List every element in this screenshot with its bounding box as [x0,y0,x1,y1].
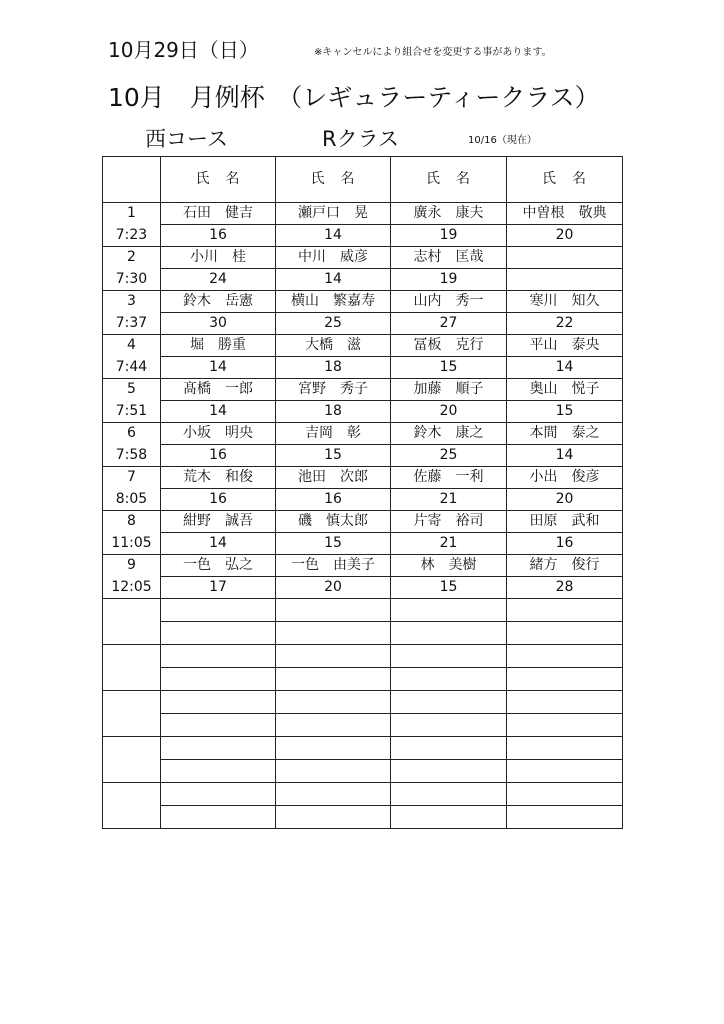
empty-cell [391,668,507,691]
empty-cell [507,622,623,645]
handicap: 25 [391,445,507,467]
player-name: 堀 勝重 [161,335,276,357]
table-row [103,357,623,379]
handicap: 14 [507,445,623,467]
table-row [103,401,623,423]
player-name: 冨板 克行 [391,335,507,357]
empty-cell [507,645,623,668]
handicap: 19 [391,269,507,291]
handicap: 14 [276,225,391,247]
name-header: 氏 名 [161,157,276,203]
empty-cell [391,806,507,829]
player-name: 宮野 秀子 [276,379,391,401]
empty-cell [276,668,391,691]
group-number: 3 [103,291,161,313]
handicap: 17 [161,577,276,599]
empty-cell [507,714,623,737]
empty-cell [276,599,391,622]
player-name: 緒方 俊行 [507,555,623,577]
empty-cell [161,760,276,783]
group-number: 9 [103,555,161,577]
empty-cell [391,645,507,668]
tee-time: 11:05 [103,533,161,555]
empty-cell [507,737,623,760]
player-name: 一色 由美子 [276,555,391,577]
player-name: 小出 俊彦 [507,467,623,489]
player-name: 志村 匡哉 [391,247,507,269]
group-number: 7 [103,467,161,489]
table-row [103,423,623,445]
empty-cell [161,737,276,760]
empty-cell [276,691,391,714]
empty-cell [161,622,276,645]
empty-cell [391,691,507,714]
empty-row [103,622,623,645]
player-name: 林 美樹 [391,555,507,577]
table-row [103,555,623,577]
empty-cell [161,691,276,714]
table-row [103,313,623,335]
player-name: 吉岡 彰 [276,423,391,445]
empty-row [103,783,623,806]
empty-cell [391,760,507,783]
table-row [103,489,623,511]
handicap: 16 [276,489,391,511]
handicap: 27 [391,313,507,335]
empty-row [103,691,623,714]
table-row [103,225,623,247]
handicap: 18 [276,401,391,423]
group-number: 5 [103,379,161,401]
handicap: 16 [161,489,276,511]
empty-cell [391,622,507,645]
player-name: 田原 武和 [507,511,623,533]
empty-cell [161,599,276,622]
empty-cell [391,599,507,622]
empty-cell [391,737,507,760]
empty-row [103,806,623,829]
handicap: 19 [391,225,507,247]
empty-row [103,760,623,783]
tee-time: 7:44 [103,357,161,379]
empty-cell [391,714,507,737]
handicap: 15 [391,357,507,379]
table-row [103,291,623,313]
cancellation-note: ※キャンセルにより組合せを変更する事があります。 [314,47,552,58]
player-name: 一色 弘之 [161,555,276,577]
empty-cell [276,714,391,737]
empty-cell [507,599,623,622]
player-name: 石田 健吉 [161,203,276,225]
player-name: 平山 泰央 [507,335,623,357]
handicap: 14 [507,357,623,379]
player-name: 鈴木 康之 [391,423,507,445]
player-name: 鈴木 岳憲 [161,291,276,313]
handicap: 14 [161,533,276,555]
empty-row [103,645,623,668]
table-row [103,467,623,489]
empty-cell [276,806,391,829]
name-header: 氏 名 [276,157,391,203]
tee-time: 12:05 [103,577,161,599]
tee-time: 7:30 [103,269,161,291]
handicap: 15 [391,577,507,599]
player-name: 髙橋 一郎 [161,379,276,401]
table-row [103,379,623,401]
player-name: 片寄 裕司 [391,511,507,533]
handicap: 21 [391,489,507,511]
empty-group-cell [103,737,161,783]
empty-cell [507,691,623,714]
table-row [103,577,623,599]
event-date: 10月29日（日） [108,38,259,62]
empty-cell [391,783,507,806]
handicap: 14 [161,357,276,379]
empty-cell [161,645,276,668]
pairing-table [102,156,623,829]
empty-row [103,737,623,760]
page-title: 10月 月例杯 （レギュラーティークラス） [108,83,600,112]
group-number: 4 [103,335,161,357]
empty-cell [276,760,391,783]
class-label: Rクラス [322,127,399,151]
player-name: 廣永 康夫 [391,203,507,225]
course-name: 西コース [145,127,228,151]
name-header: 氏 名 [391,157,507,203]
handicap: 16 [161,445,276,467]
tee-time: 8:05 [103,489,161,511]
empty-cell [161,668,276,691]
player-name: 加藤 順子 [391,379,507,401]
empty-cell [276,622,391,645]
empty-group-cell [103,645,161,691]
empty-group-cell [103,783,161,829]
handicap: 21 [391,533,507,555]
handicap: 28 [507,577,623,599]
empty-group-cell [103,691,161,737]
handicap: 20 [391,401,507,423]
player-name: 小川 桂 [161,247,276,269]
table-row [103,335,623,357]
handicap: 14 [276,269,391,291]
group-number: 8 [103,511,161,533]
header-row [103,157,623,203]
player-name: 小坂 明央 [161,423,276,445]
table-row [103,247,623,269]
handicap: 24 [161,269,276,291]
handicap: 22 [507,313,623,335]
empty-cell [507,668,623,691]
handicap: 15 [276,533,391,555]
handicap: 20 [507,489,623,511]
player-name: 本間 泰之 [507,423,623,445]
empty-cell [161,783,276,806]
empty-cell [161,714,276,737]
handicap: 20 [276,577,391,599]
empty-cell [507,760,623,783]
player-name: 奥山 悦子 [507,379,623,401]
handicap: 15 [507,401,623,423]
player-name: 横山 繁嘉寿 [276,291,391,313]
empty-cell [276,737,391,760]
tee-time: 7:37 [103,313,161,335]
player-name: 佐藤 一利 [391,467,507,489]
tee-time: 7:58 [103,445,161,467]
player-name: 大橋 滋 [276,335,391,357]
player-name: 山内 秀一 [391,291,507,313]
handicap: 14 [161,401,276,423]
empty-cell [507,806,623,829]
handicap: 18 [276,357,391,379]
tee-time: 7:51 [103,401,161,423]
player-name: 瀬戸口 晃 [276,203,391,225]
player-name: 荒木 和俊 [161,467,276,489]
table-row [103,203,623,225]
tee-time: 7:23 [103,225,161,247]
handicap: 30 [161,313,276,335]
handicap: 15 [276,445,391,467]
empty-row [103,714,623,737]
handicap [507,269,623,291]
group-number: 1 [103,203,161,225]
player-name: 磯 慎太郎 [276,511,391,533]
as-of-date: 10/16（現在） [468,135,537,146]
handicap: 16 [161,225,276,247]
player-name: 中曽根 敬典 [507,203,623,225]
group-number: 2 [103,247,161,269]
table-row [103,269,623,291]
player-name [507,247,623,269]
handicap: 20 [507,225,623,247]
handicap: 16 [507,533,623,555]
empty-cell [276,783,391,806]
player-name: 紺野 誠吾 [161,511,276,533]
empty-cell [276,645,391,668]
player-name: 中川 威彦 [276,247,391,269]
empty-cell [161,806,276,829]
name-header: 氏 名 [507,157,623,203]
player-name: 池田 次郎 [276,467,391,489]
empty-row [103,668,623,691]
empty-group-cell [103,599,161,645]
table-row [103,511,623,533]
group-header-cell [103,157,161,203]
table-row [103,445,623,467]
player-name: 寒川 知久 [507,291,623,313]
empty-row [103,599,623,622]
table-row [103,533,623,555]
group-number: 6 [103,423,161,445]
empty-cell [507,783,623,806]
handicap: 25 [276,313,391,335]
